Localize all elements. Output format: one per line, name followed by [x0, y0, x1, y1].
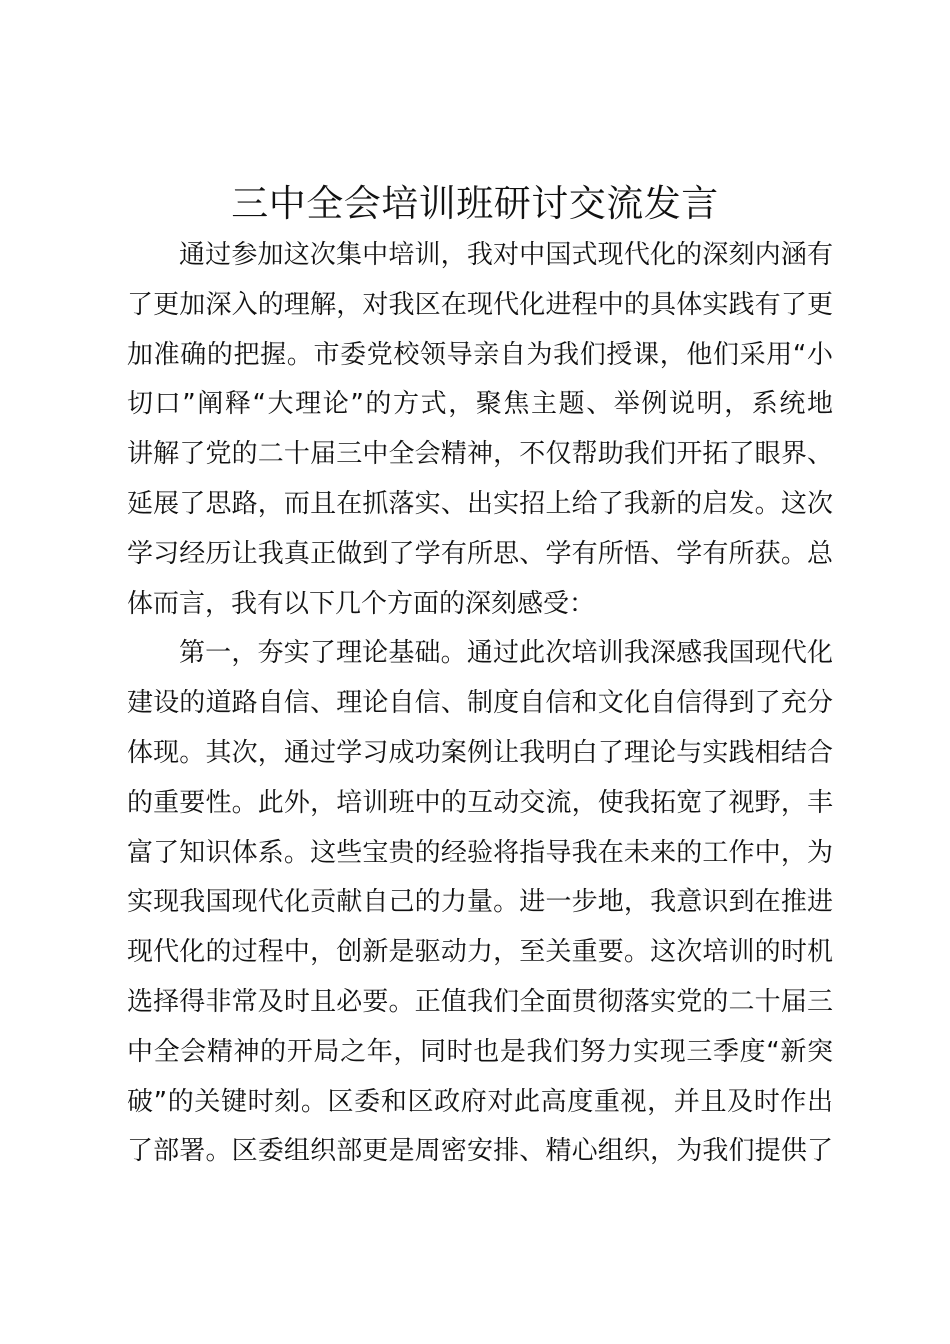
text-line: 第一，夯实了理论基础。通过此次培训我深感我国现代化	[179, 638, 833, 669]
text-line: 了更加深入的理解，对我区在现代化进程中的具体实践有了更	[127, 289, 833, 320]
text-line: 学习经历让我真正做到了学有所思、学有所悟、学有所获。总	[127, 538, 833, 569]
text-line: 选择得非常及时且必要。正值我们全面贯彻落实党的二十届三	[127, 986, 833, 1017]
text-line: 切口”阐释“大理论”的方式，聚焦主题、举例说明，系统地	[127, 389, 833, 420]
text-line: 中全会精神的开局之年，同时也是我们努力实现三季度“新突	[127, 1036, 833, 1067]
text-line: 体而言，我有以下几个方面的深刻感受：	[127, 588, 596, 619]
text-line: 富了知识体系。这些宝贵的经验将指导我在未来的工作中，为	[127, 837, 833, 868]
text-line: 实现我国现代化贡献自己的力量。进一步地，我意识到在推进	[127, 887, 833, 918]
text-line: 的重要性。此外，培训班中的互动交流，使我拓宽了视野，丰	[127, 787, 833, 818]
text-line: 了部署。区委组织部更是周密安排、精心组织，为我们提供了	[127, 1136, 833, 1167]
text-line: 建设的道路自信、理论自信、制度自信和文化自信得到了充分	[127, 688, 833, 719]
document-title: 三中全会培训班研讨交流发言	[231, 182, 719, 225]
text-line: 破”的关键时刻。区委和区政府对此高度重视，并且及时作出	[127, 1086, 833, 1117]
text-line: 通过参加这次集中培训，我对中国式现代化的深刻内涵有	[179, 240, 833, 270]
text-line: 加准确的把握。市委党校领导亲自为我们授课，他们采用“小	[127, 339, 833, 370]
text-line: 现代化的过程中，创新是驱动力，至关重要。这次培训的时机	[127, 937, 833, 968]
text-line: 讲解了党的二十届三中全会精神，不仅帮助我们开拓了眼界、	[127, 439, 833, 470]
text-line: 延展了思路，而且在抓落实、出实招上给了我新的启发。这次	[127, 488, 833, 519]
document-body	[127, 231, 833, 1177]
text-line: 体现。其次，通过学习成功案例让我明白了理论与实践相结合	[127, 737, 833, 768]
